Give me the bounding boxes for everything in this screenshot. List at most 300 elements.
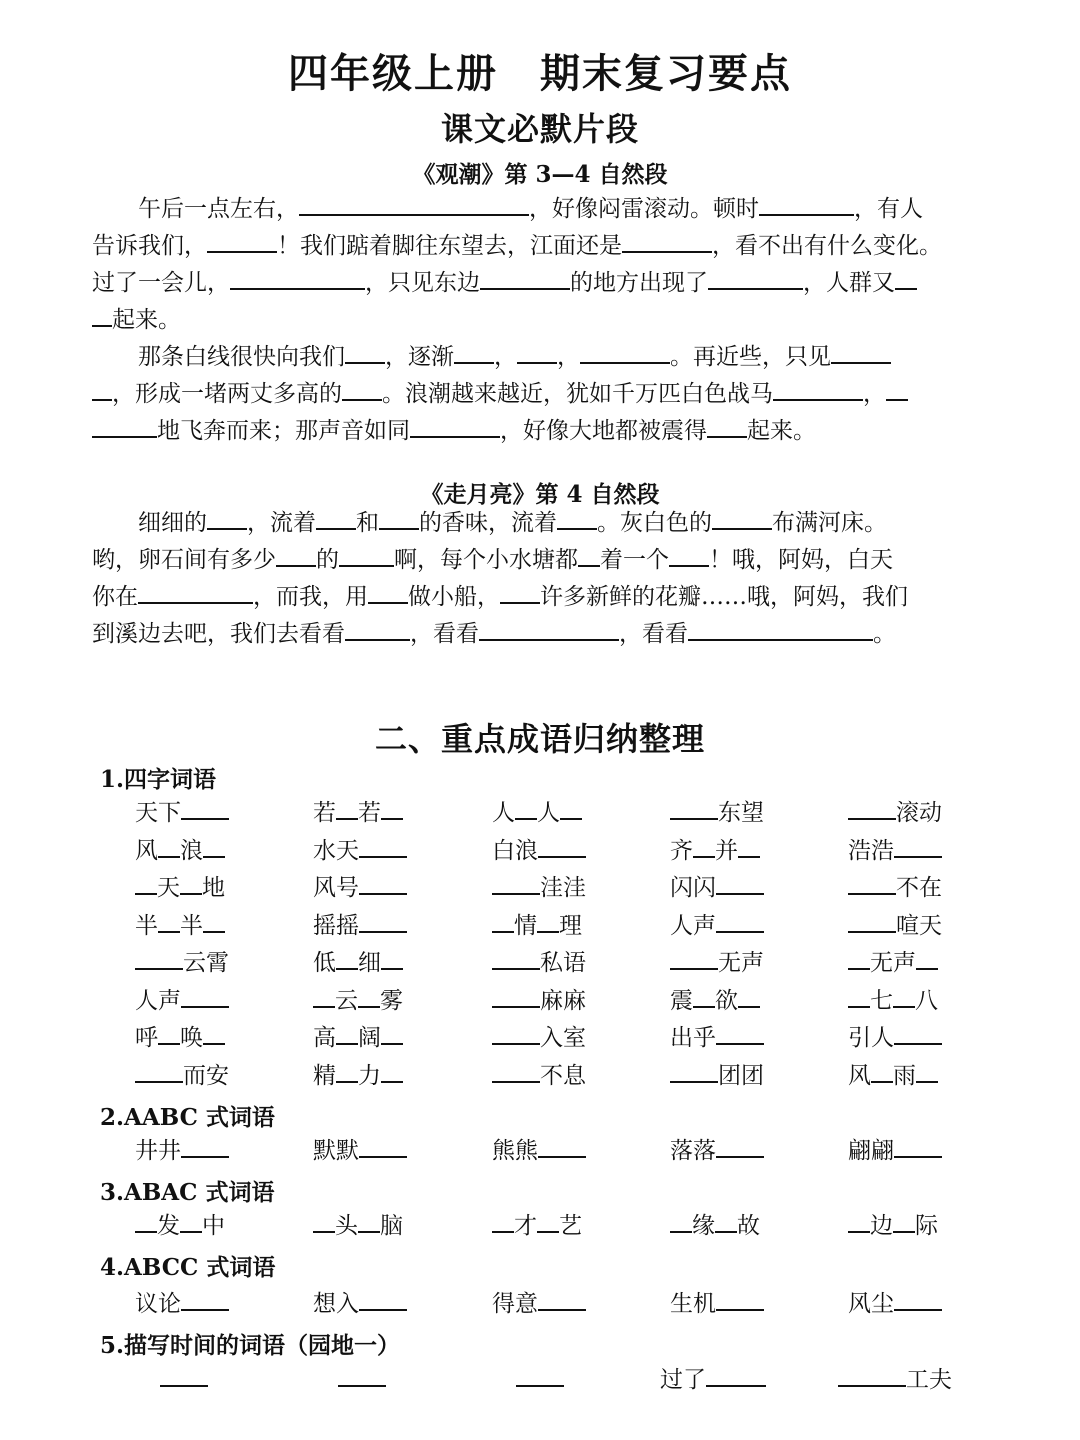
passage-line — [92, 339, 992, 376]
fill-in-blank[interactable] — [670, 1209, 692, 1233]
passage-text: ， — [863, 381, 886, 407]
passage-text: ，看看 — [410, 621, 479, 647]
idiom-item — [848, 796, 942, 830]
idiom-item — [492, 1134, 586, 1168]
passage-text: 过了 — [660, 1367, 706, 1393]
fill-in-blank[interactable] — [339, 543, 394, 567]
idiom-item — [670, 1059, 764, 1093]
passage-text: 震 — [670, 988, 693, 1014]
passage-text: 无声 — [870, 950, 916, 976]
fill-in-blank[interactable] — [379, 506, 419, 530]
passage-text: 的香味，流着 — [419, 510, 557, 536]
page-title: 四年级上册 期末复习要点 — [288, 50, 792, 97]
passage-text: 和 — [356, 510, 379, 536]
passage-text: 半 — [180, 913, 203, 939]
passage-text: 呼 — [135, 1025, 158, 1051]
passage-text: 云 — [335, 988, 358, 1014]
idiom-row — [0, 909, 1080, 943]
fill-in-blank[interactable] — [359, 871, 407, 895]
passage-text: ，好像大地都被震得 — [500, 418, 707, 444]
idiom-item — [848, 946, 938, 980]
passage-text: 际 — [915, 1213, 938, 1239]
passage-text: 默默 — [313, 1138, 359, 1164]
idiom-row — [0, 834, 1080, 868]
passage-text: ！哦，阿妈，白天 — [709, 547, 893, 573]
fill-in-blank[interactable] — [492, 1209, 514, 1233]
fill-in-blank[interactable] — [92, 414, 157, 438]
idiom-item — [670, 946, 764, 980]
idiom-item — [135, 1134, 229, 1168]
passage-text: 理 — [559, 913, 582, 939]
fill-in-blank[interactable] — [578, 543, 600, 567]
fill-in-blank[interactable] — [622, 229, 712, 253]
idiom-item — [492, 871, 586, 905]
fill-in-blank[interactable] — [299, 192, 529, 216]
passage-text: 水天 — [313, 838, 359, 864]
fill-in-blank[interactable] — [557, 506, 597, 530]
idiom-item — [135, 946, 229, 980]
passage-text: 天 — [157, 875, 180, 901]
passage-text: 起来。 — [747, 418, 816, 444]
fill-in-blank[interactable] — [716, 1021, 764, 1045]
passage-text: ， — [557, 344, 580, 370]
fill-in-blank[interactable] — [708, 266, 803, 290]
passage-text: 情 — [514, 913, 537, 939]
passage-text: 过了一会儿， — [92, 270, 230, 296]
passage-text: 着一个 — [600, 547, 669, 573]
passage-guanchao — [92, 191, 992, 450]
idiom-item — [313, 1287, 407, 1321]
fill-in-blank[interactable] — [336, 946, 358, 970]
idiom-row — [0, 871, 1080, 905]
fill-in-blank[interactable] — [738, 834, 760, 858]
idiom-item — [848, 1209, 938, 1243]
fill-in-blank[interactable] — [336, 1021, 358, 1045]
fill-in-blank[interactable] — [871, 1059, 893, 1083]
fill-in-blank[interactable] — [492, 871, 540, 895]
passage-text: 才 — [514, 1213, 537, 1239]
fill-in-blank[interactable] — [180, 871, 202, 895]
fill-in-blank[interactable] — [894, 1134, 942, 1158]
passage-text: 布满河床。 — [772, 510, 887, 536]
part-two-title: 二、重点成语归纳整理 — [374, 720, 705, 758]
passage-text: 那条白线很快向我们 — [92, 344, 345, 370]
fill-in-blank[interactable] — [313, 984, 335, 1008]
passage-text: 细 — [358, 950, 381, 976]
fill-in-blank[interactable] — [135, 1059, 183, 1083]
passage-text: 不息 — [540, 1063, 586, 1089]
group-label: 3.ABAC 式词语 — [100, 1179, 275, 1206]
passage-text: 低 — [313, 950, 336, 976]
fill-in-blank[interactable] — [158, 1021, 180, 1045]
passage-text: 想入 — [313, 1291, 359, 1317]
fill-in-blank[interactable] — [207, 229, 277, 253]
idiom-item — [160, 1363, 208, 1397]
group-label: 5.描写时间的词语（园地一） — [100, 1332, 401, 1359]
fill-in-blank[interactable] — [92, 377, 112, 401]
fill-in-blank[interactable] — [203, 909, 225, 933]
idiom-row — [0, 1363, 1080, 1397]
passage-text: 人 — [537, 800, 560, 826]
passage-text: 云霄 — [183, 950, 229, 976]
fill-in-blank[interactable] — [359, 834, 407, 858]
passage-line — [92, 542, 992, 579]
passage-text: 引人 — [848, 1025, 894, 1051]
fill-in-blank[interactable] — [158, 834, 180, 858]
passage-line — [92, 265, 992, 302]
fill-in-blank[interactable] — [135, 946, 183, 970]
passage-text: 人 — [492, 800, 515, 826]
passage-text: 若 — [313, 800, 336, 826]
fill-in-blank[interactable] — [342, 377, 382, 401]
section-heading-zouyueliang: 《走月亮》第 4 自然段 — [420, 481, 660, 508]
fill-in-blank[interactable] — [706, 1363, 766, 1387]
passage-text: ，人群又 — [803, 270, 895, 296]
fill-in-blank[interactable] — [773, 377, 863, 401]
fill-in-blank[interactable] — [538, 834, 586, 858]
idiom-item — [313, 1021, 403, 1055]
fill-in-blank[interactable] — [180, 1209, 202, 1233]
passage-text: 东望 — [718, 800, 764, 826]
fill-in-blank[interactable] — [181, 1134, 229, 1158]
idiom-row — [0, 1209, 1080, 1243]
group-label: 4.ABCC 式词语 — [100, 1254, 276, 1281]
fill-in-blank[interactable] — [894, 1021, 942, 1045]
fill-in-blank[interactable] — [831, 340, 891, 364]
idiom-item — [492, 834, 586, 868]
idiom-item — [492, 1021, 586, 1055]
passage-text: 不在 — [896, 875, 942, 901]
passage-text: 哟，卵石间有多少 — [92, 547, 276, 573]
idiom-item — [848, 1134, 942, 1168]
fill-in-blank[interactable] — [480, 266, 570, 290]
fill-in-blank[interactable] — [381, 796, 403, 820]
idiom-item — [492, 796, 582, 830]
fill-in-blank[interactable] — [381, 946, 403, 970]
idiom-item — [670, 984, 760, 1018]
fill-in-blank[interactable] — [368, 580, 408, 604]
fill-in-blank[interactable] — [316, 506, 356, 530]
idiom-item — [848, 834, 942, 868]
passage-text: 阔 — [358, 1025, 381, 1051]
passage-text: 。 — [873, 621, 896, 647]
passage-text: 议论 — [135, 1291, 181, 1317]
passage-text: ，形成一堵两丈多高的 — [112, 381, 342, 407]
idiom-item — [670, 1134, 764, 1168]
fill-in-blank[interactable] — [895, 266, 917, 290]
fill-in-blank[interactable] — [886, 377, 908, 401]
fill-in-blank[interactable] — [276, 543, 316, 567]
fill-in-blank[interactable] — [759, 192, 854, 216]
fill-in-blank[interactable] — [345, 340, 385, 364]
fill-in-blank[interactable] — [716, 909, 764, 933]
idiom-item — [135, 1059, 229, 1093]
fill-in-blank[interactable] — [669, 543, 709, 567]
passage-text: 摇摇 — [313, 913, 359, 939]
passage-text: ！我们踮着脚往东望去，江面还是 — [277, 233, 622, 259]
passage-text: 午后一点左右， — [92, 196, 299, 222]
fill-in-blank[interactable] — [715, 1209, 737, 1233]
passage-text: ， — [494, 344, 517, 370]
passage-text: 翩翩 — [848, 1138, 894, 1164]
fill-in-blank[interactable] — [848, 946, 870, 970]
idiom-item — [848, 984, 938, 1018]
idiom-item — [313, 909, 407, 943]
passage-text: 啊，每个小水塘都 — [394, 547, 578, 573]
fill-in-blank[interactable] — [716, 871, 764, 895]
idiom-item — [492, 946, 586, 980]
fill-in-blank[interactable] — [358, 984, 380, 1008]
fill-in-blank[interactable] — [203, 1021, 225, 1045]
fill-in-blank[interactable] — [92, 303, 112, 327]
passage-text: 若 — [358, 800, 381, 826]
idiom-item — [313, 1059, 403, 1093]
fill-in-blank[interactable] — [381, 1021, 403, 1045]
group-label: 1.四字词语 — [100, 766, 217, 793]
passage-text: 半 — [135, 913, 158, 939]
passage-line — [92, 579, 992, 616]
idiom-row — [0, 946, 1080, 980]
passage-text: 风号 — [313, 875, 359, 901]
passage-text: 风尘 — [848, 1291, 894, 1317]
passage-text: 高 — [313, 1025, 336, 1051]
passage-text: 闪闪 — [670, 875, 716, 901]
idiom-item — [492, 1059, 586, 1093]
passage-text: 的 — [316, 547, 339, 573]
idiom-item — [848, 909, 942, 943]
passage-text: ，逐渐 — [385, 344, 454, 370]
fill-in-blank[interactable] — [492, 946, 540, 970]
passage-text: 浪 — [180, 838, 203, 864]
passage-text: 起来。 — [112, 307, 181, 333]
passage-text: 缘 — [692, 1213, 715, 1239]
passage-line — [92, 413, 992, 450]
idiom-item — [135, 984, 229, 1018]
fill-in-blank[interactable] — [181, 984, 229, 1008]
passage-text: 天下 — [135, 800, 181, 826]
fill-in-blank[interactable] — [537, 909, 559, 933]
fill-in-blank[interactable] — [916, 1059, 938, 1083]
idiom-item — [492, 984, 586, 1018]
fill-in-blank[interactable] — [135, 871, 157, 895]
passage-text: 发 — [157, 1213, 180, 1239]
passage-text: 精 — [313, 1063, 336, 1089]
passage-text: 滚动 — [896, 800, 942, 826]
idiom-row — [0, 984, 1080, 1018]
passage-text: 边 — [870, 1213, 893, 1239]
passage-text: 头 — [335, 1213, 358, 1239]
idiom-item — [670, 871, 764, 905]
fill-in-blank[interactable] — [454, 340, 494, 364]
idiom-item — [848, 871, 942, 905]
fill-in-blank[interactable] — [381, 1059, 403, 1083]
passage-line — [92, 505, 992, 542]
fill-in-blank[interactable] — [207, 506, 247, 530]
fill-in-blank[interactable] — [359, 1287, 407, 1311]
passage-text: 得意 — [492, 1291, 538, 1317]
fill-in-blank[interactable] — [538, 1134, 586, 1158]
idiom-item — [135, 871, 225, 905]
fill-in-blank[interactable] — [358, 1209, 380, 1233]
passage-text: 。灰白色的 — [597, 510, 712, 536]
passage-line — [92, 616, 992, 653]
fill-in-blank[interactable] — [336, 796, 358, 820]
fill-in-blank[interactable] — [515, 796, 537, 820]
fill-in-blank[interactable] — [410, 414, 500, 438]
idiom-row — [0, 796, 1080, 830]
idiom-item — [660, 1363, 766, 1397]
passage-text: 无声 — [718, 950, 764, 976]
passage-line — [92, 228, 992, 265]
fill-in-blank[interactable] — [492, 1059, 540, 1083]
passage-text: 入室 — [540, 1025, 586, 1051]
passage-text: 细细的 — [92, 510, 207, 536]
idiom-item — [848, 1059, 938, 1093]
fill-in-blank[interactable] — [916, 946, 938, 970]
passage-text: 八 — [915, 988, 938, 1014]
idiom-item — [135, 909, 225, 943]
idiom-item — [135, 1021, 225, 1055]
fill-in-blank[interactable] — [492, 909, 514, 933]
fill-in-blank[interactable] — [580, 340, 670, 364]
passage-text: ，看看 — [619, 621, 688, 647]
fill-in-blank[interactable] — [693, 984, 715, 1008]
passage-text: 出乎 — [670, 1025, 716, 1051]
idiom-item — [313, 871, 407, 905]
idiom-item — [670, 834, 760, 868]
fill-in-blank[interactable] — [492, 984, 540, 1008]
fill-in-blank[interactable] — [893, 1209, 915, 1233]
fill-in-blank[interactable] — [138, 580, 253, 604]
idiom-item — [313, 834, 407, 868]
passage-text: 故 — [737, 1213, 760, 1239]
fill-in-blank[interactable] — [707, 414, 747, 438]
fill-in-blank[interactable] — [479, 617, 619, 641]
fill-in-blank[interactable] — [492, 1021, 540, 1045]
idiom-item — [670, 1209, 760, 1243]
fill-in-blank[interactable] — [345, 617, 410, 641]
fill-in-blank[interactable] — [338, 1363, 386, 1387]
passage-text: ，流着 — [247, 510, 316, 536]
idiom-item — [135, 1209, 225, 1243]
idiom-item — [492, 909, 582, 943]
passage-text: 生机 — [670, 1291, 716, 1317]
passage-text: 工夫 — [906, 1367, 952, 1393]
fill-in-blank[interactable] — [688, 617, 873, 641]
fill-in-blank[interactable] — [670, 796, 718, 820]
fill-in-blank[interactable] — [537, 1209, 559, 1233]
fill-in-blank[interactable] — [848, 871, 896, 895]
fill-in-blank[interactable] — [359, 1134, 407, 1158]
fill-in-blank[interactable] — [670, 1059, 718, 1083]
idiom-item — [848, 1287, 942, 1321]
fill-in-blank[interactable] — [738, 984, 760, 1008]
fill-in-blank[interactable] — [336, 1059, 358, 1083]
fill-in-blank[interactable] — [848, 909, 896, 933]
fill-in-blank[interactable] — [160, 1363, 208, 1387]
fill-in-blank[interactable] — [517, 340, 557, 364]
passage-text: 并 — [715, 838, 738, 864]
passage-text: 的地方出现了 — [570, 270, 708, 296]
fill-in-blank[interactable] — [181, 796, 229, 820]
fill-in-blank[interactable] — [848, 796, 896, 820]
fill-in-blank[interactable] — [313, 1209, 335, 1233]
idiom-row — [0, 1287, 1080, 1321]
passage-text: 地飞奔而来；那声音如同 — [157, 418, 410, 444]
idiom-item — [516, 1363, 564, 1397]
passage-text: 欲 — [715, 988, 738, 1014]
passage-line — [92, 191, 992, 228]
fill-in-blank[interactable] — [516, 1363, 564, 1387]
idiom-item — [135, 1287, 229, 1321]
fill-in-blank[interactable] — [712, 506, 772, 530]
passage-text: 人声 — [670, 913, 716, 939]
passage-text: 齐 — [670, 838, 693, 864]
fill-in-blank[interactable] — [893, 984, 915, 1008]
passage-text: 落落 — [670, 1138, 716, 1164]
fill-in-blank[interactable] — [135, 1209, 157, 1233]
fill-in-blank[interactable] — [894, 1287, 942, 1311]
passage-text: 。再近些，只见 — [670, 344, 831, 370]
idiom-item — [492, 1209, 582, 1243]
passage-text: 浩浩 — [848, 838, 894, 864]
fill-in-blank[interactable] — [538, 1287, 586, 1311]
idiom-item — [313, 984, 403, 1018]
idiom-row — [0, 1059, 1080, 1093]
passage-text: 而安 — [183, 1063, 229, 1089]
fill-in-blank[interactable] — [158, 909, 180, 933]
passage-line — [92, 302, 992, 339]
fill-in-blank[interactable] — [848, 1209, 870, 1233]
passage-text: 脑 — [380, 1213, 403, 1239]
fill-in-blank[interactable] — [716, 1134, 764, 1158]
passage-text: 熊熊 — [492, 1138, 538, 1164]
passage-text: 。浪潮越来越近，犹如千万匹白色战马 — [382, 381, 773, 407]
section-heading-guanchao: 《观潮》第 3—4 自然段 — [412, 161, 668, 188]
fill-in-blank[interactable] — [500, 580, 540, 604]
passage-text: ，看不出有什么变化。 — [712, 233, 942, 259]
passage-text: 唤 — [180, 1025, 203, 1051]
idiom-item — [313, 796, 403, 830]
passage-text: ，有人 — [854, 196, 923, 222]
passage-text: 团团 — [718, 1063, 764, 1089]
idiom-item — [338, 1363, 386, 1397]
passage-text: ，只见东边 — [365, 270, 480, 296]
fill-in-blank[interactable] — [693, 834, 715, 858]
idiom-row — [0, 1134, 1080, 1168]
passage-text: 麻麻 — [540, 988, 586, 1014]
fill-in-blank[interactable] — [894, 834, 942, 858]
idiom-item — [135, 834, 225, 868]
passage-text: 喧天 — [896, 913, 942, 939]
fill-in-blank[interactable] — [203, 834, 225, 858]
idiom-item — [670, 1287, 764, 1321]
fill-in-blank[interactable] — [716, 1287, 764, 1311]
fill-in-blank[interactable] — [670, 946, 718, 970]
fill-in-blank[interactable] — [560, 796, 582, 820]
passage-text: 告诉我们， — [92, 233, 207, 259]
passage-text: 白浪 — [492, 838, 538, 864]
fill-in-blank[interactable] — [230, 266, 365, 290]
group-label: 2.AABC 式词语 — [100, 1104, 275, 1131]
fill-in-blank[interactable] — [181, 1287, 229, 1311]
idiom-row — [0, 1021, 1080, 1055]
passage-text: 人声 — [135, 988, 181, 1014]
fill-in-blank[interactable] — [848, 984, 870, 1008]
passage-text: 七 — [870, 988, 893, 1014]
fill-in-blank[interactable] — [359, 909, 407, 933]
fill-in-blank[interactable] — [838, 1363, 906, 1387]
